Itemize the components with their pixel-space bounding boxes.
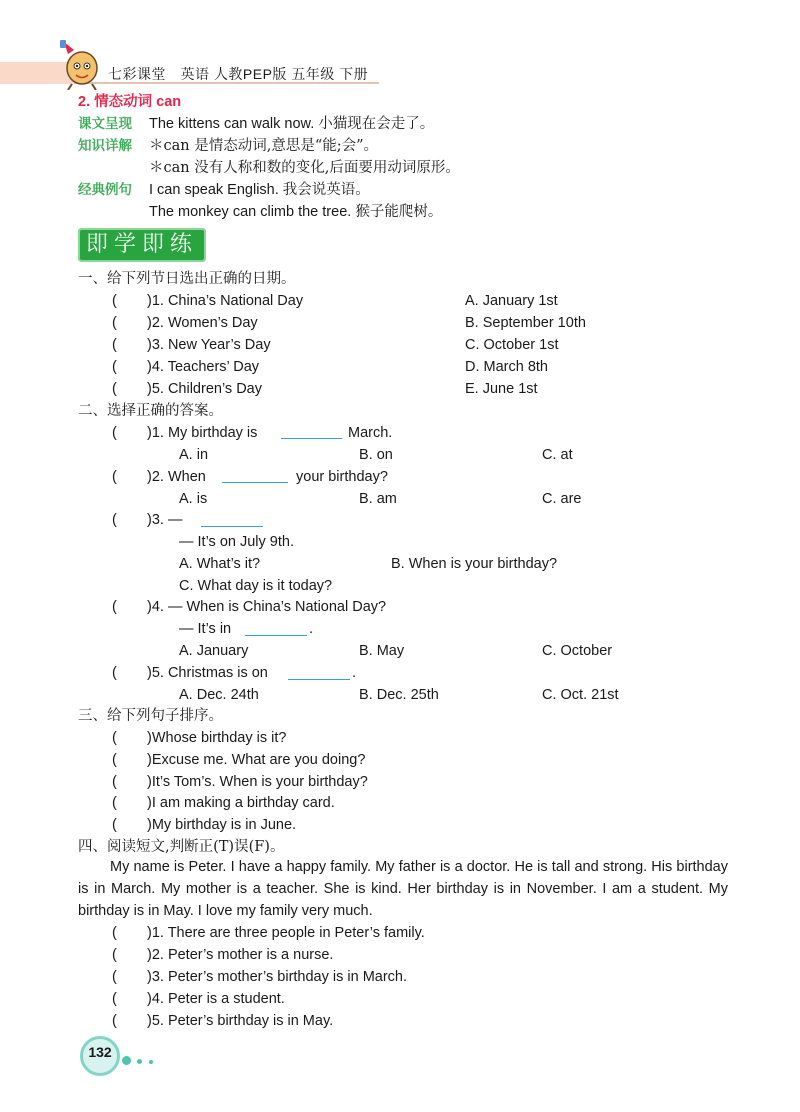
- ex3-item-2: )Excuse me. What are you doing?: [147, 752, 366, 768]
- footer-dot-icon: [122, 1056, 131, 1065]
- exercise-3-title: 三、给下列句子排序。: [78, 708, 223, 724]
- example-sentence-1: I can speak English. 我会说英语。: [149, 182, 370, 198]
- ex2-q1-option-c: C. at: [542, 447, 573, 463]
- ex2-q2-option-b: B. am: [359, 491, 397, 507]
- ex2-q4-option-c: C. October: [542, 643, 613, 659]
- ex2-paren-4: (: [112, 599, 117, 615]
- ex1-paren-4: (: [112, 359, 117, 375]
- ex3-item-5: )My birthday is in June.: [147, 817, 297, 833]
- ex4-item-2: )2. Peter’s mother is a nurse.: [147, 947, 334, 963]
- ex1-paren-3: (: [112, 337, 117, 353]
- ex2-q2-stem-end: your birthday?: [296, 469, 388, 485]
- ex4-paren-3: (: [112, 969, 117, 985]
- ex4-paren-2: (: [112, 947, 117, 963]
- ex3-paren-1: (: [112, 730, 117, 746]
- ex2-paren-2: (: [112, 469, 117, 485]
- ex2-q1-option-a: A. in: [179, 447, 209, 463]
- label-knowledge: 知识详解: [78, 138, 132, 154]
- section-heading: 2. 情态动词 can: [78, 94, 182, 110]
- ex1-item-2: )2. Women’s Day: [147, 315, 258, 331]
- ex2-q5-option-b: B. Dec. 25th: [359, 687, 439, 703]
- ex3-item-4: )I am making a birthday card.: [147, 795, 335, 811]
- ex2-q5-blank[interactable]: [288, 665, 350, 685]
- ex2-q4-stem: )4. — When is China’s National Day?: [147, 599, 387, 615]
- ex2-paren-5: (: [112, 665, 117, 681]
- ex1-item-5: )5. Children’s Day: [147, 381, 262, 397]
- ex2-paren-3: (: [112, 512, 117, 528]
- ex2-paren-1: (: [112, 425, 117, 441]
- ex1-option-a: A. January 1st: [465, 293, 558, 309]
- ex4-paren-1: (: [112, 925, 117, 941]
- ex3-paren-2: (: [112, 752, 117, 768]
- ex3-paren-5: (: [112, 817, 117, 833]
- ex1-paren-1: (: [112, 293, 117, 309]
- ex1-item-1: )1. China’s National Day: [147, 293, 304, 309]
- example-sentence-2: The monkey can climb the tree. 猴子能爬树。: [149, 204, 443, 220]
- ex1-item-4: )4. Teachers’ Day: [147, 359, 260, 375]
- ex2-q5-stem-end: .: [352, 665, 357, 681]
- ex2-q4-blank[interactable]: [245, 621, 307, 641]
- ex2-q5-stem: )5. Christmas is on: [147, 665, 268, 681]
- exercise-4-title: 四、阅读短文,判断正(T)误(F)。: [78, 839, 285, 855]
- ex1-paren-5: (: [112, 381, 117, 397]
- ex1-option-d: D. March 8th: [465, 359, 548, 375]
- ex3-item-3: )It’s Tom’s. When is your birthday?: [147, 774, 368, 790]
- mascot-icon: [58, 38, 106, 90]
- ex2-q2-stem: )2. When: [147, 469, 206, 485]
- exercise-2-title: 二、选择正确的答案。: [78, 403, 223, 419]
- ex4-item-4: )4. Peter is a student.: [147, 991, 285, 1007]
- ex2-q2-option-a: A. is: [179, 491, 208, 507]
- ex3-item-1: )Whose birthday is it?: [147, 730, 287, 746]
- ex2-q4-option-a: A. January: [179, 643, 249, 659]
- ex2-q3-option-c: C. What day is it today?: [179, 578, 333, 594]
- ex2-q1-blank[interactable]: [281, 424, 342, 444]
- ex2-q1-stem: )1. My birthday is: [147, 425, 258, 441]
- ex1-option-b: B. September 10th: [465, 315, 586, 331]
- ex2-q2-blank[interactable]: [222, 468, 288, 488]
- ex1-option-c: C. October 1st: [465, 337, 559, 353]
- ex3-paren-3: (: [112, 774, 117, 790]
- ex2-q4-reply: — It’s in: [179, 621, 232, 637]
- ex4-paren-4: (: [112, 991, 117, 1007]
- label-text-presentation: 课文呈现: [78, 116, 132, 132]
- label-example: 经典例句: [78, 182, 132, 198]
- knowledge-point-1: ＊can 是情态动词,意思是“能;会”。: [149, 138, 379, 154]
- footer-dot-icon: [149, 1060, 153, 1064]
- practice-banner: [78, 228, 206, 262]
- ex2-q3-option-a: A. What’s it?: [179, 556, 261, 572]
- ex1-item-3: )3. New Year’s Day: [147, 337, 271, 353]
- ex1-option-e: E. June 1st: [465, 381, 538, 397]
- ex2-q3-reply: — It’s on July 9th.: [179, 534, 294, 550]
- reading-passage: My name is Peter. I have a happy family. My father is a doctor. He is tall and strong. His birthday is in March. My mother is a teacher. She is kind. Her birthday is in November. I am a student. My birthday is in May. I love my family very much.: [78, 859, 728, 919]
- ex2-q5-option-a: A. Dec. 24th: [179, 687, 259, 703]
- knowledge-point-2: ＊can 没有人称和数的变化,后面要用动词原形。: [149, 160, 460, 176]
- header-title: 七彩课堂 英语 人教PEP版 五年级 下册: [108, 66, 369, 82]
- ex3-paren-4: (: [112, 795, 117, 811]
- ex2-q1-option-b: B. on: [359, 447, 393, 463]
- exercise-1-title: 一、给下列节日选出正确的日期。: [78, 271, 296, 287]
- ex1-paren-2: (: [112, 315, 117, 331]
- ex4-item-1: )1. There are three people in Peter’s family.: [147, 925, 425, 941]
- ex2-q4-option-b: B. May: [359, 643, 405, 659]
- ex2-q4-reply-end: .: [309, 621, 314, 637]
- ex2-q3-option-b: B. When is your birthday?: [391, 556, 558, 572]
- text-content: The kittens can walk now. 小猫现在会走了。: [149, 116, 435, 132]
- ex2-q5-option-c: C. Oct. 21st: [542, 687, 619, 703]
- page-number: 132: [88, 1044, 112, 1060]
- footer-dot-icon: [137, 1059, 142, 1064]
- practice-banner-label: 即学即练: [85, 232, 198, 257]
- ex2-q2-option-c: C. are: [542, 491, 582, 507]
- ex2-q1-stem-end: March.: [348, 425, 393, 441]
- ex2-q3-stem: )3. —: [147, 512, 183, 528]
- ex2-q3-blank[interactable]: [201, 512, 263, 532]
- ex4-paren-5: (: [112, 1013, 117, 1029]
- ex4-item-5: )5. Peter’s birthday is in May.: [147, 1013, 334, 1029]
- ex4-item-3: )3. Peter’s mother’s birthday is in March.: [147, 969, 408, 985]
